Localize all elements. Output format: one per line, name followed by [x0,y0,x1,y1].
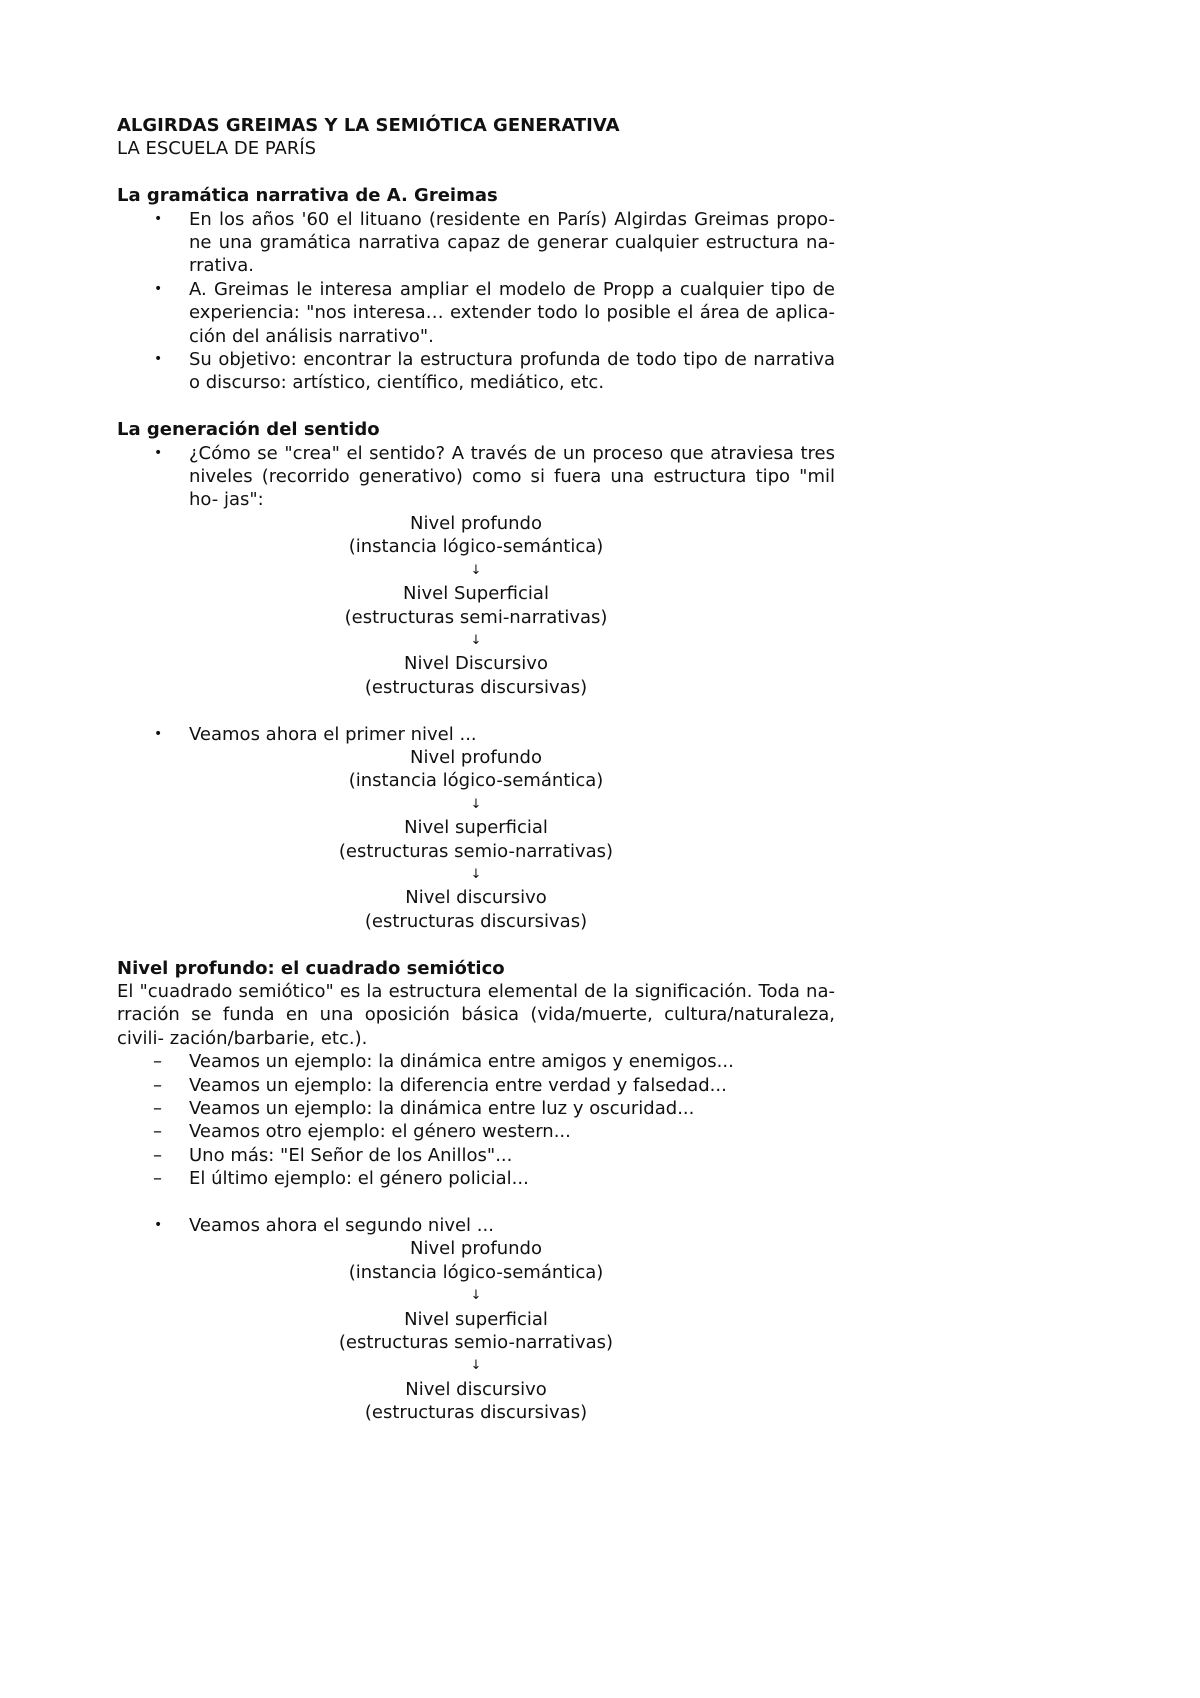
list-item [117,1097,835,1120]
spacer [117,395,835,418]
list-item [117,1167,835,1190]
flow-level-desc: (estructuras semio-narrativas) [338,840,614,862]
list-item [117,1144,835,1167]
list-item [117,1050,835,1073]
flow-level-name: Nivel superficial [404,817,548,839]
flow-level-name: Nivel discursivo [405,887,547,909]
list-item-text: A. Greimas le interesa ampliar el modelo de Propp a cualquier tipo de experiencia: "nos interesa… extender todo lo posible el área de aplica- ción del análisis narrativo". [189,278,835,347]
bullet-marker: • [154,351,163,368]
down-arrow-icon: ↓ [470,562,482,578]
list-item-text: Veamos ahora el segundo nivel ... [189,1215,494,1237]
document-title: ALGIRDAS GREIMAS Y LA SEMIÓTICA GENERATIVA [117,115,620,136]
dash-marker: – [153,1168,162,1190]
down-arrow-icon: ↓ [470,1358,482,1374]
list-item [117,208,835,278]
flow-level-name: Nivel superficial [404,1308,548,1330]
document-subtitle: LA ESCUELA DE PARÍS [117,138,317,160]
list-item-text: Veamos un ejemplo: la dinámica entre luz y oscuridad... [189,1098,695,1119]
spacer [117,933,835,956]
dash-marker: – [153,1098,162,1119]
bullet-marker: • [154,1217,163,1234]
spacer [117,161,835,184]
flow-level-desc: (estructuras discursivas) [364,676,588,698]
dash-marker: – [153,1051,162,1073]
flow-level-name: Nivel profundo [410,1238,542,1260]
bullet-list [117,1214,835,1237]
section-heading-gramatica: La gramática narrativa de A. Greimas [117,185,498,207]
flow-level-desc: (instancia lógico-semántica) [348,1261,604,1283]
bullet-marker: • [154,444,163,461]
flow-level-desc: (estructuras semi-narrativas) [344,606,608,628]
section-heading-nivel-profundo: Nivel profundo: el cuadrado semiótico [117,957,505,979]
flow-level-desc: (estructuras discursivas) [364,1402,588,1424]
list-item [117,442,835,512]
flow-level-desc: (estructuras discursivas) [364,910,588,932]
flow-level-name: Nivel Discursivo [404,653,548,675]
down-arrow-icon: ↓ [470,632,482,648]
list-item [117,723,835,746]
flow-level-desc: (estructuras semio-narrativas) [338,1332,614,1354]
dash-marker: – [153,1121,162,1143]
levels-flow [117,512,835,699]
bullet-marker: • [154,210,163,227]
section-heading-generacion: La generación del sentido [117,419,380,441]
levels-flow [117,746,835,933]
document-body [117,114,835,1425]
list-item-text: Veamos un ejemplo: la dinámica entre amigos y enemigos... [189,1051,734,1073]
list-item-text: En los años '60 el lituano (residente en París) Algirdas Greimas propo- ne una gramática narrativa capaz de generar cualquier estructura na- rrativa. [189,208,835,277]
bullet-list [117,208,835,395]
bullet-marker: • [154,280,163,297]
dash-marker: – [153,1074,162,1096]
list-item-text: Veamos un ejemplo: la diferencia entre verdad y falsedad... [189,1074,727,1096]
list-item-text: Su objetivo: encontrar la estructura profunda de todo tipo de narrativa o discurso: artístico, científico, mediático, etc. [189,349,835,394]
list-item [117,348,835,395]
bullet-list [117,442,835,512]
flow-level-name: Nivel Superficial [403,583,549,605]
flow-level-desc: (instancia lógico-semántica) [348,536,604,558]
spacer [117,1191,835,1214]
list-item [117,1214,835,1237]
flow-level-name: Nivel profundo [410,746,542,768]
bullet-marker: • [154,725,163,742]
dash-list [117,1050,835,1190]
down-arrow-icon: ↓ [470,866,482,882]
spacer [117,699,835,722]
list-item [117,1120,835,1143]
flow-level-name: Nivel discursivo [405,1378,547,1400]
list-item-text: ¿Cómo se "crea" el sentido? A través de un proceso que atraviesa tres niveles (recorrido generativo) como si fuera una estructura tipo "mil ho- jas": [189,442,835,511]
list-item-text: El último ejemplo: el género policial... [189,1168,529,1190]
down-arrow-icon: ↓ [470,1288,482,1304]
dash-marker: – [153,1144,162,1166]
levels-flow [117,1237,835,1424]
paragraph: El "cuadrado semiótico" es la estructura elemental de la significación. Toda na- rración se funda en una oposición básica (vida/muerte, cultura/naturaleza, civili- zación/barbarie, etc.). [117,980,835,1049]
list-item-text: Veamos ahora el primer nivel ... [189,723,477,745]
list-item-text: Uno más: "El Señor de los Anillos"... [189,1144,513,1166]
list-item-text: Veamos otro ejemplo: el género western... [189,1121,571,1143]
list-item [117,278,835,348]
list-item [117,1074,835,1097]
bullet-list [117,723,835,746]
flow-level-desc: (instancia lógico-semántica) [348,770,604,792]
down-arrow-icon: ↓ [470,796,482,812]
flow-level-name: Nivel profundo [410,512,542,534]
